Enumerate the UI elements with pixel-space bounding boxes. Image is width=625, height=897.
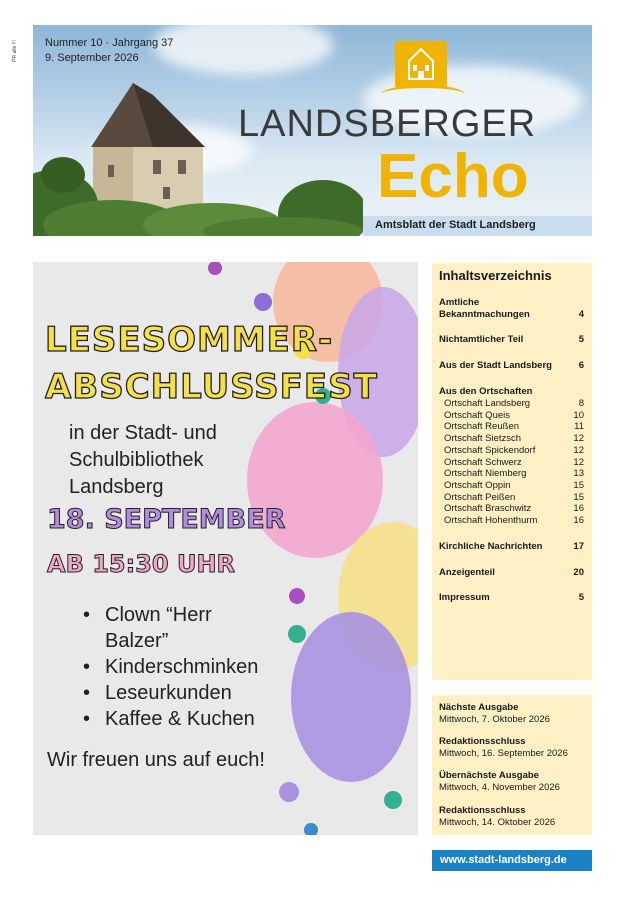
toc-page: 5 (578, 592, 584, 603)
masthead (33, 25, 592, 236)
castle-logo-icon (395, 41, 447, 87)
issue-number: Nummer 10 · Jahrgang 37 (45, 37, 174, 49)
event-poster (33, 262, 418, 835)
toc-section[interactable]: Amtliche Bekanntmachungen 4 (439, 297, 584, 320)
brand-echo: Echo (377, 142, 529, 211)
issue-date: 9. September 2026 (45, 52, 139, 64)
toc-page: 20 (573, 567, 584, 578)
list-item: • Kinderschminken (81, 654, 258, 680)
list-item: • Kaffee & Kuchen (81, 706, 258, 732)
website-link[interactable] (432, 850, 592, 871)
poster-date: 18. SEPTEMBER (47, 504, 286, 535)
logo-arc (381, 85, 465, 104)
poster-location-line2: Schulbibliothek (69, 449, 204, 471)
toc-page: 17 (573, 541, 584, 552)
poster-title-line1: LESESOMMER- (45, 320, 334, 360)
toc-subsection[interactable]: Ortschaft Spickendorf 12 (444, 444, 584, 456)
website-url[interactable]: www.stadt-landsberg.de (440, 854, 567, 866)
toc-subsection[interactable]: Ortschaft Schwerz 12 (444, 456, 584, 468)
subtitle: Amtsblatt der Stadt Landsberg (375, 219, 536, 231)
toc-subsection[interactable]: Ortschaft Braschwitz 16 (444, 503, 584, 515)
issue-dates (432, 695, 592, 835)
toc-section[interactable]: Anzeigenteil 20 (439, 567, 584, 578)
toc-subsection[interactable]: Ortschaft Peißen 15 (444, 491, 584, 503)
toc-section[interactable]: Aus den Ortschaften (439, 386, 533, 397)
date-entry: Redaktionsschluss Mittwoch, 16. September 2026 (439, 736, 568, 759)
side-note: PR alle !!! (11, 40, 18, 62)
toc-subsection[interactable]: Ortschaft Sietzsch 12 (444, 433, 584, 445)
list-item: • Clown “Herr (81, 602, 258, 628)
poster-location-line1: in der Stadt- und (69, 422, 217, 444)
toc-section[interactable]: Kirchliche Nachrichten 17 (439, 541, 584, 552)
toc-section[interactable]: Impressum 5 (439, 592, 584, 603)
date-entry: Redaktionsschluss Mittwoch, 14. Oktober 2026 (439, 805, 556, 828)
toc-subsection[interactable]: Ortschaft Oppin 15 (444, 479, 584, 491)
toc-section[interactable]: Aus der Stadt Landsberg 6 (439, 360, 584, 371)
subtitle-bar (363, 216, 592, 236)
poster-title-line2: ABSCHLUSSFEST (45, 367, 378, 407)
issue-info (45, 36, 173, 66)
toc-title: Inhaltsverzeichnis (439, 268, 552, 283)
list-item-continued: Balzer” (105, 630, 169, 652)
poster-location-line3: Landsberg (69, 476, 164, 498)
toc-page: 4 (578, 309, 584, 320)
poster-footer: Wir freuen uns auf euch! (47, 749, 265, 771)
toc-subsection[interactable]: Ortschaft Niemberg 13 (444, 468, 584, 480)
toc-section[interactable]: Nichtamtlicher Teil 5 (439, 334, 584, 345)
toc-subsection[interactable]: Ortschaft Queis 10 (444, 409, 584, 421)
table-of-contents (432, 263, 592, 680)
toc-subsection[interactable]: Ortschaft Hohenthurm 16 (444, 515, 584, 526)
toc-subsection[interactable]: Ortschaft Reußen 11 (444, 421, 584, 433)
castle-tower-image (33, 65, 363, 236)
toc-page: 6 (578, 360, 584, 371)
toc-subsection[interactable]: Ortschaft Landsberg 8 (444, 398, 584, 409)
brand-name: LANDSBERGER (238, 103, 537, 145)
poster-activities (81, 602, 258, 732)
poster-time: AB 15:30 UHR (47, 550, 236, 578)
date-entry: Nächste Ausgabe Mittwoch, 7. Oktober 2026 (439, 702, 550, 725)
date-entry: Übernächste Ausgabe Mittwoch, 4. November 2026 (439, 770, 560, 793)
list-item: • Leseurkunden (81, 680, 258, 706)
toc-page: 5 (578, 334, 584, 345)
